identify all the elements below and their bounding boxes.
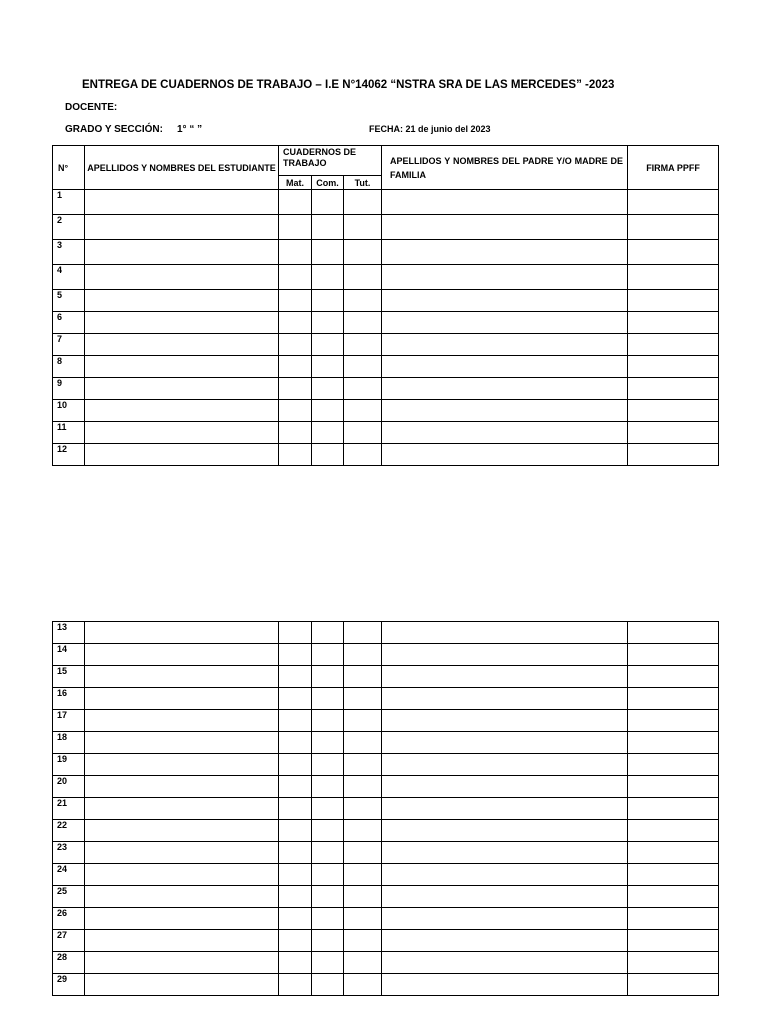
row-number: 5 [53, 290, 85, 312]
com-cell[interactable] [312, 842, 344, 864]
com-cell[interactable] [312, 666, 344, 688]
mat-cell[interactable] [279, 732, 312, 754]
student-name-cell[interactable] [85, 930, 279, 952]
table-row [53, 820, 719, 842]
mat-cell[interactable] [279, 908, 312, 930]
com-cell[interactable] [312, 334, 344, 356]
signature-cell[interactable] [628, 776, 719, 798]
com-cell[interactable] [312, 886, 344, 908]
parent-name-cell[interactable] [382, 265, 628, 290]
table-row [53, 930, 719, 952]
student-name-cell[interactable] [85, 622, 279, 644]
tut-cell[interactable] [344, 312, 382, 334]
student-name-cell[interactable] [85, 974, 279, 996]
tut-cell[interactable] [344, 422, 382, 444]
com-cell[interactable] [312, 356, 344, 378]
delivery-table-page-2 [52, 621, 719, 996]
student-name-cell[interactable] [85, 240, 279, 265]
mat-cell[interactable] [279, 688, 312, 710]
parent-name-cell[interactable] [382, 688, 628, 710]
row-number: 6 [53, 312, 85, 334]
parent-name-cell[interactable] [382, 974, 628, 996]
table-row [53, 240, 719, 265]
parent-name-cell[interactable] [382, 908, 628, 930]
parent-name-cell[interactable] [382, 754, 628, 776]
tut-cell[interactable] [344, 265, 382, 290]
tut-cell[interactable] [344, 290, 382, 312]
signature-cell[interactable] [628, 754, 719, 776]
student-name-cell[interactable] [85, 290, 279, 312]
tut-cell[interactable] [344, 842, 382, 864]
row-number: 13 [53, 622, 85, 644]
parent-name-cell[interactable] [382, 334, 628, 356]
parent-name-cell[interactable] [382, 422, 628, 444]
signature-cell[interactable] [628, 400, 719, 422]
mat-cell[interactable] [279, 974, 312, 996]
parent-name-cell[interactable] [382, 666, 628, 688]
row-number: 11 [53, 422, 85, 444]
student-name-cell[interactable] [85, 644, 279, 666]
row-number: 21 [53, 798, 85, 820]
row-number: 23 [53, 842, 85, 864]
header-com: Com. [312, 176, 344, 190]
tut-cell[interactable] [344, 444, 382, 466]
tut-cell[interactable] [344, 908, 382, 930]
student-name-cell[interactable] [85, 356, 279, 378]
header-mat: Mat. [279, 176, 312, 190]
grado-label: GRADO Y SECCIÓN: [65, 124, 163, 135]
com-cell[interactable] [312, 688, 344, 710]
parent-name-cell[interactable] [382, 820, 628, 842]
com-cell[interactable] [312, 312, 344, 334]
student-name-cell[interactable] [85, 444, 279, 466]
row-number: 12 [53, 444, 85, 466]
mat-cell[interactable] [279, 776, 312, 798]
table-row [53, 952, 719, 974]
tut-cell[interactable] [344, 710, 382, 732]
com-cell[interactable] [312, 290, 344, 312]
com-cell[interactable] [312, 864, 344, 886]
row-number: 25 [53, 886, 85, 908]
signature-cell[interactable] [628, 334, 719, 356]
tut-cell[interactable] [344, 688, 382, 710]
tut-cell[interactable] [344, 974, 382, 996]
com-cell[interactable] [312, 215, 344, 240]
student-name-cell[interactable] [85, 776, 279, 798]
signature-cell[interactable] [628, 422, 719, 444]
table-row [53, 886, 719, 908]
document-title: ENTREGA DE CUADERNOS DE TRABAJO – I.E N°14062 “NSTRA SRA DE LAS MERCEDES” -2023 [82, 79, 615, 91]
com-cell[interactable] [312, 190, 344, 215]
row-number: 15 [53, 666, 85, 688]
mat-cell[interactable] [279, 190, 312, 215]
tut-cell[interactable] [344, 666, 382, 688]
tut-cell[interactable] [344, 930, 382, 952]
row-number: 9 [53, 378, 85, 400]
mat-cell[interactable] [279, 864, 312, 886]
signature-cell[interactable] [628, 265, 719, 290]
parent-name-cell[interactable] [382, 842, 628, 864]
tut-cell[interactable] [344, 400, 382, 422]
parent-name-cell[interactable] [382, 864, 628, 886]
student-name-cell[interactable] [85, 886, 279, 908]
student-name-cell[interactable] [85, 190, 279, 215]
parent-name-cell[interactable] [382, 356, 628, 378]
parent-name-cell[interactable] [382, 400, 628, 422]
tut-cell[interactable] [344, 356, 382, 378]
table-row [53, 378, 719, 400]
tut-cell[interactable] [344, 622, 382, 644]
signature-cell[interactable] [628, 798, 719, 820]
com-cell[interactable] [312, 974, 344, 996]
com-cell[interactable] [312, 710, 344, 732]
signature-cell[interactable] [628, 886, 719, 908]
com-cell[interactable] [312, 754, 344, 776]
table-row [53, 776, 719, 798]
student-name-cell[interactable] [85, 952, 279, 974]
com-cell[interactable] [312, 622, 344, 644]
parent-name-cell[interactable] [382, 776, 628, 798]
signature-cell[interactable] [628, 312, 719, 334]
student-name-cell[interactable] [85, 864, 279, 886]
table-row [53, 864, 719, 886]
tut-cell[interactable] [344, 952, 382, 974]
mat-cell[interactable] [279, 312, 312, 334]
signature-cell[interactable] [628, 974, 719, 996]
student-name-cell[interactable] [85, 312, 279, 334]
row-number: 1 [53, 190, 85, 215]
parent-name-cell[interactable] [382, 930, 628, 952]
com-cell[interactable] [312, 240, 344, 265]
parent-name-cell[interactable] [382, 644, 628, 666]
signature-cell[interactable] [628, 820, 719, 842]
mat-cell[interactable] [279, 666, 312, 688]
tut-cell[interactable] [344, 886, 382, 908]
tut-cell[interactable] [344, 190, 382, 215]
row-number: 26 [53, 908, 85, 930]
table-row [53, 265, 719, 290]
tut-cell[interactable] [344, 798, 382, 820]
mat-cell[interactable] [279, 952, 312, 974]
mat-cell[interactable] [279, 842, 312, 864]
table-row [53, 622, 719, 644]
parent-name-cell[interactable] [382, 710, 628, 732]
header-cuadernos: CUADERNOS DE TRABAJO [279, 146, 382, 176]
tut-cell[interactable] [344, 820, 382, 842]
table-row [53, 732, 719, 754]
signature-cell[interactable] [628, 864, 719, 886]
student-name-cell[interactable] [85, 842, 279, 864]
signature-cell[interactable] [628, 930, 719, 952]
table-row [53, 754, 719, 776]
table-row [53, 190, 719, 215]
mat-cell[interactable] [279, 886, 312, 908]
signature-cell[interactable] [628, 666, 719, 688]
tut-cell[interactable] [344, 378, 382, 400]
com-cell[interactable] [312, 444, 344, 466]
table-row [53, 215, 719, 240]
parent-name-cell[interactable] [382, 290, 628, 312]
com-cell[interactable] [312, 820, 344, 842]
tut-cell[interactable] [344, 864, 382, 886]
mat-cell[interactable] [279, 820, 312, 842]
table-row [53, 842, 719, 864]
mat-cell[interactable] [279, 444, 312, 466]
mat-cell[interactable] [279, 215, 312, 240]
row-number: 17 [53, 710, 85, 732]
student-name-cell[interactable] [85, 666, 279, 688]
student-name-cell[interactable] [85, 908, 279, 930]
mat-cell[interactable] [279, 240, 312, 265]
signature-cell[interactable] [628, 644, 719, 666]
student-name-cell[interactable] [85, 710, 279, 732]
table-row [53, 334, 719, 356]
signature-cell[interactable] [628, 190, 719, 215]
com-cell[interactable] [312, 776, 344, 798]
row-number: 22 [53, 820, 85, 842]
table-row [53, 666, 719, 688]
tut-cell[interactable] [344, 240, 382, 265]
row-number: 19 [53, 754, 85, 776]
tut-cell[interactable] [344, 732, 382, 754]
mat-cell[interactable] [279, 644, 312, 666]
parent-name-cell[interactable] [382, 732, 628, 754]
tut-cell[interactable] [344, 754, 382, 776]
row-number: 3 [53, 240, 85, 265]
row-number: 16 [53, 688, 85, 710]
com-cell[interactable] [312, 798, 344, 820]
parent-name-cell[interactable] [382, 798, 628, 820]
com-cell[interactable] [312, 422, 344, 444]
row-number: 4 [53, 265, 85, 290]
tut-cell[interactable] [344, 644, 382, 666]
mat-cell[interactable] [279, 710, 312, 732]
parent-name-cell[interactable] [382, 215, 628, 240]
header-estudiante: APELLIDOS Y NOMBRES DEL ESTUDIANTE [85, 146, 279, 190]
mat-cell[interactable] [279, 930, 312, 952]
student-name-cell[interactable] [85, 798, 279, 820]
table-row [53, 798, 719, 820]
parent-name-cell[interactable] [382, 622, 628, 644]
row-number: 20 [53, 776, 85, 798]
student-name-cell[interactable] [85, 265, 279, 290]
parent-name-cell[interactable] [382, 190, 628, 215]
grado-seccion [65, 124, 202, 135]
table-row [53, 974, 719, 996]
com-cell[interactable] [312, 644, 344, 666]
table-row [53, 688, 719, 710]
student-name-cell[interactable] [85, 334, 279, 356]
table-row [53, 710, 719, 732]
row-number: 28 [53, 952, 85, 974]
student-name-cell[interactable] [85, 820, 279, 842]
grado-value: 1° “ ” [176, 124, 203, 135]
parent-name-cell[interactable] [382, 378, 628, 400]
signature-cell[interactable] [628, 952, 719, 974]
row-number: 7 [53, 334, 85, 356]
parent-name-cell[interactable] [382, 886, 628, 908]
table-row [53, 400, 719, 422]
mat-cell[interactable] [279, 422, 312, 444]
table-row [53, 908, 719, 930]
signature-cell[interactable] [628, 240, 719, 265]
header-firma: FIRMA PPFF [628, 146, 719, 190]
student-name-cell[interactable] [85, 400, 279, 422]
mat-cell[interactable] [279, 754, 312, 776]
signature-cell[interactable] [628, 356, 719, 378]
mat-cell[interactable] [279, 400, 312, 422]
table-row [53, 312, 719, 334]
signature-cell[interactable] [628, 215, 719, 240]
mat-cell[interactable] [279, 378, 312, 400]
com-cell[interactable] [312, 265, 344, 290]
mat-cell[interactable] [279, 356, 312, 378]
student-name-cell[interactable] [85, 215, 279, 240]
com-cell[interactable] [312, 930, 344, 952]
student-name-cell[interactable] [85, 378, 279, 400]
row-number: 24 [53, 864, 85, 886]
table-row [53, 356, 719, 378]
row-number: 8 [53, 356, 85, 378]
mat-cell[interactable] [279, 798, 312, 820]
row-number: 18 [53, 732, 85, 754]
tut-cell[interactable] [344, 334, 382, 356]
header-padre-madre: APELLIDOS Y NOMBRES DEL PADRE Y/O MADRE DE FAMILIA [382, 146, 628, 190]
com-cell[interactable] [312, 400, 344, 422]
fecha-label: FECHA: 21 de junio del 2023 [369, 124, 491, 134]
parent-name-cell[interactable] [382, 952, 628, 974]
table-row [53, 290, 719, 312]
parent-name-cell[interactable] [382, 240, 628, 265]
mat-cell[interactable] [279, 622, 312, 644]
com-cell[interactable] [312, 952, 344, 974]
signature-cell[interactable] [628, 290, 719, 312]
signature-cell[interactable] [628, 622, 719, 644]
table-row [53, 644, 719, 666]
mat-cell[interactable] [279, 265, 312, 290]
student-name-cell[interactable] [85, 732, 279, 754]
parent-name-cell[interactable] [382, 444, 628, 466]
com-cell[interactable] [312, 378, 344, 400]
signature-cell[interactable] [628, 842, 719, 864]
signature-cell[interactable] [628, 710, 719, 732]
com-cell[interactable] [312, 908, 344, 930]
signature-cell[interactable] [628, 732, 719, 754]
com-cell[interactable] [312, 732, 344, 754]
signature-cell[interactable] [628, 908, 719, 930]
row-number: 27 [53, 930, 85, 952]
parent-name-cell[interactable] [382, 312, 628, 334]
delivery-table-page-1 [52, 145, 719, 466]
tut-cell[interactable] [344, 776, 382, 798]
table-row [53, 444, 719, 466]
docente-label: DOCENTE: [65, 102, 118, 113]
student-name-cell[interactable] [85, 422, 279, 444]
tut-cell[interactable] [344, 215, 382, 240]
row-number: 2 [53, 215, 85, 240]
row-number: 14 [53, 644, 85, 666]
student-name-cell[interactable] [85, 754, 279, 776]
signature-cell[interactable] [628, 688, 719, 710]
table-row [53, 422, 719, 444]
row-number: 29 [53, 974, 85, 996]
header-no: N° [53, 146, 85, 190]
student-name-cell[interactable] [85, 688, 279, 710]
mat-cell[interactable] [279, 334, 312, 356]
row-number: 10 [53, 400, 85, 422]
signature-cell[interactable] [628, 378, 719, 400]
mat-cell[interactable] [279, 290, 312, 312]
signature-cell[interactable] [628, 444, 719, 466]
header-tut: Tut. [344, 176, 382, 190]
